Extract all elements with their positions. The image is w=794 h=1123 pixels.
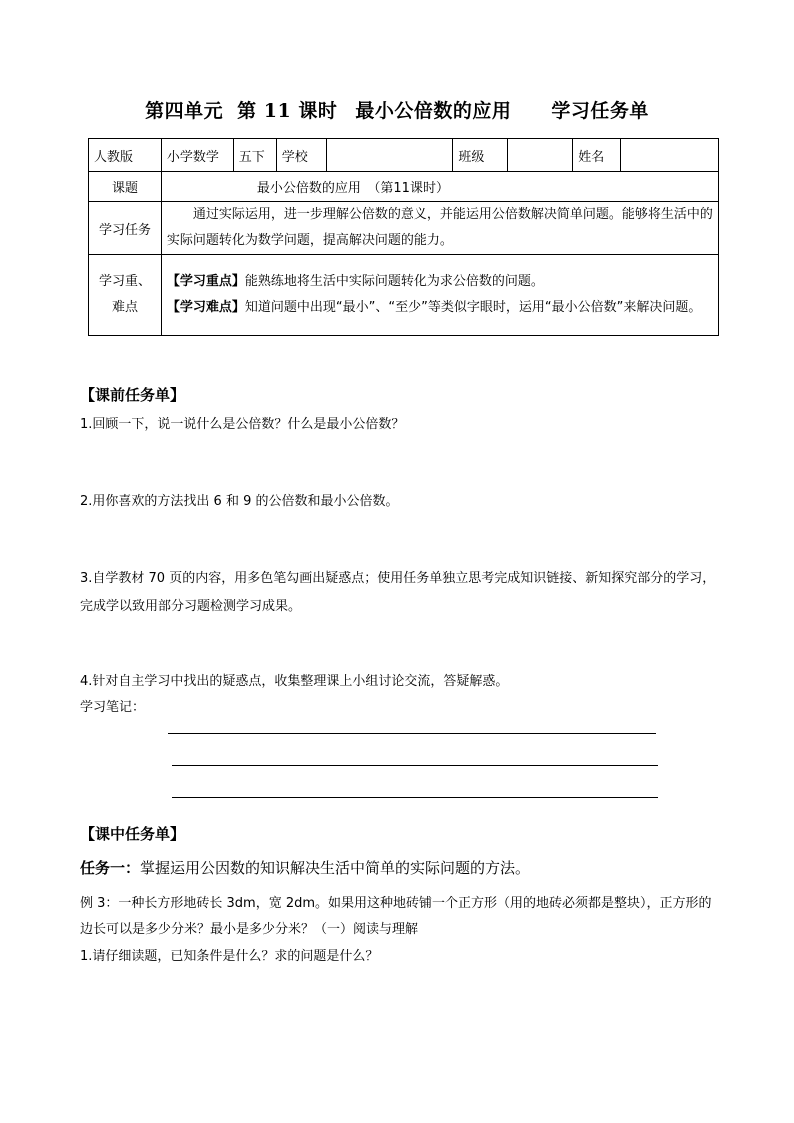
task-one-text: 掌握运用公因数的知识解决生活中简单的实际问题的方法。 — [140, 859, 531, 877]
pre-question-4: 4.针对自主学习中找出的疑惑点，收集整理课上小组讨论交流，答疑解惑。 — [80, 674, 509, 689]
focus-label — [89, 255, 162, 336]
subject-cell: 小学数学 — [161, 139, 233, 172]
notes-line-3[interactable] — [172, 797, 658, 798]
page-title — [0, 96, 794, 123]
example-3: 例 3：一种长方形地砖长 3dm，宽 2dm。如果用这种地砖铺一个正方形（用的地砖必须都是整块），正方形的边长可以是多少分米？最小是多少分米？（一）阅读与理解 — [80, 896, 712, 937]
key-text: 能熟练地将生活中实际问题转化为求公倍数的问题。 — [244, 274, 544, 289]
pre-question-1: 1.回顾一下，说一说什么是公倍数？什么是最小公倍数？ — [80, 417, 405, 432]
difficult-text: 知道问题中出现“最小”、“至少”等类似字眼时，运用“最小公倍数”来解决问题。 — [244, 300, 702, 315]
pre-question-3: 3.自学教材 70 页的内容，用多色笔勾画出疑惑点；使用任务单独立思考完成知识链接、新知探究部分的学习，完成学以致用部分习题检测学习成果。 — [80, 571, 716, 614]
info-table — [88, 138, 719, 336]
notes-line-2[interactable] — [172, 765, 658, 766]
school-label: 学校 — [276, 139, 326, 172]
pre-class-heading: 【课前任务单】 — [80, 386, 186, 404]
class-field[interactable] — [508, 139, 573, 172]
focus-label-line2: 难点 — [111, 300, 138, 315]
key-tag: 【学习重点】 — [166, 274, 245, 289]
task-value: 通过实际运用，进一步理解公倍数的意义，并能运用公倍数解决简单问题。能够将生活中的实际问题转化为数学问题，提高解决问题的能力。 — [161, 202, 718, 255]
grade-cell: 五下 — [233, 139, 276, 172]
task-one — [80, 857, 530, 878]
topic-value: 最小公倍数的应用 （第11课时） — [161, 172, 718, 202]
name-label: 姓名 — [573, 139, 621, 172]
step-1-question: 1.请仔细读题，已知条件是什么？求的问题是什么？ — [80, 949, 379, 964]
focus-label-line1: 学习重、 — [98, 274, 151, 289]
name-field[interactable] — [621, 139, 719, 172]
pre-question-2: 2.用你喜欢的方法找出 6 和 9 的公倍数和最小公倍数。 — [80, 494, 399, 509]
title-topic: 最小公倍数的应用 — [355, 100, 512, 122]
topic-label: 课题 — [89, 172, 162, 202]
title-lesson: 第 11 课时 — [237, 100, 338, 122]
difficult-tag: 【学习难点】 — [166, 300, 245, 315]
notes-line-1[interactable] — [168, 733, 656, 734]
task-label: 学习任务 — [89, 202, 162, 255]
focus-value — [161, 255, 718, 336]
title-unit: 第四单元 — [145, 100, 224, 122]
title-doc-type: 学习任务单 — [551, 100, 649, 122]
in-class-heading: 【课中任务单】 — [80, 825, 186, 843]
task-one-tag: 任务一： — [80, 859, 141, 877]
school-field[interactable] — [326, 139, 453, 172]
edition-cell: 人教版 — [89, 139, 162, 172]
class-label: 班级 — [453, 139, 508, 172]
notes-label: 学习笔记： — [80, 700, 146, 715]
